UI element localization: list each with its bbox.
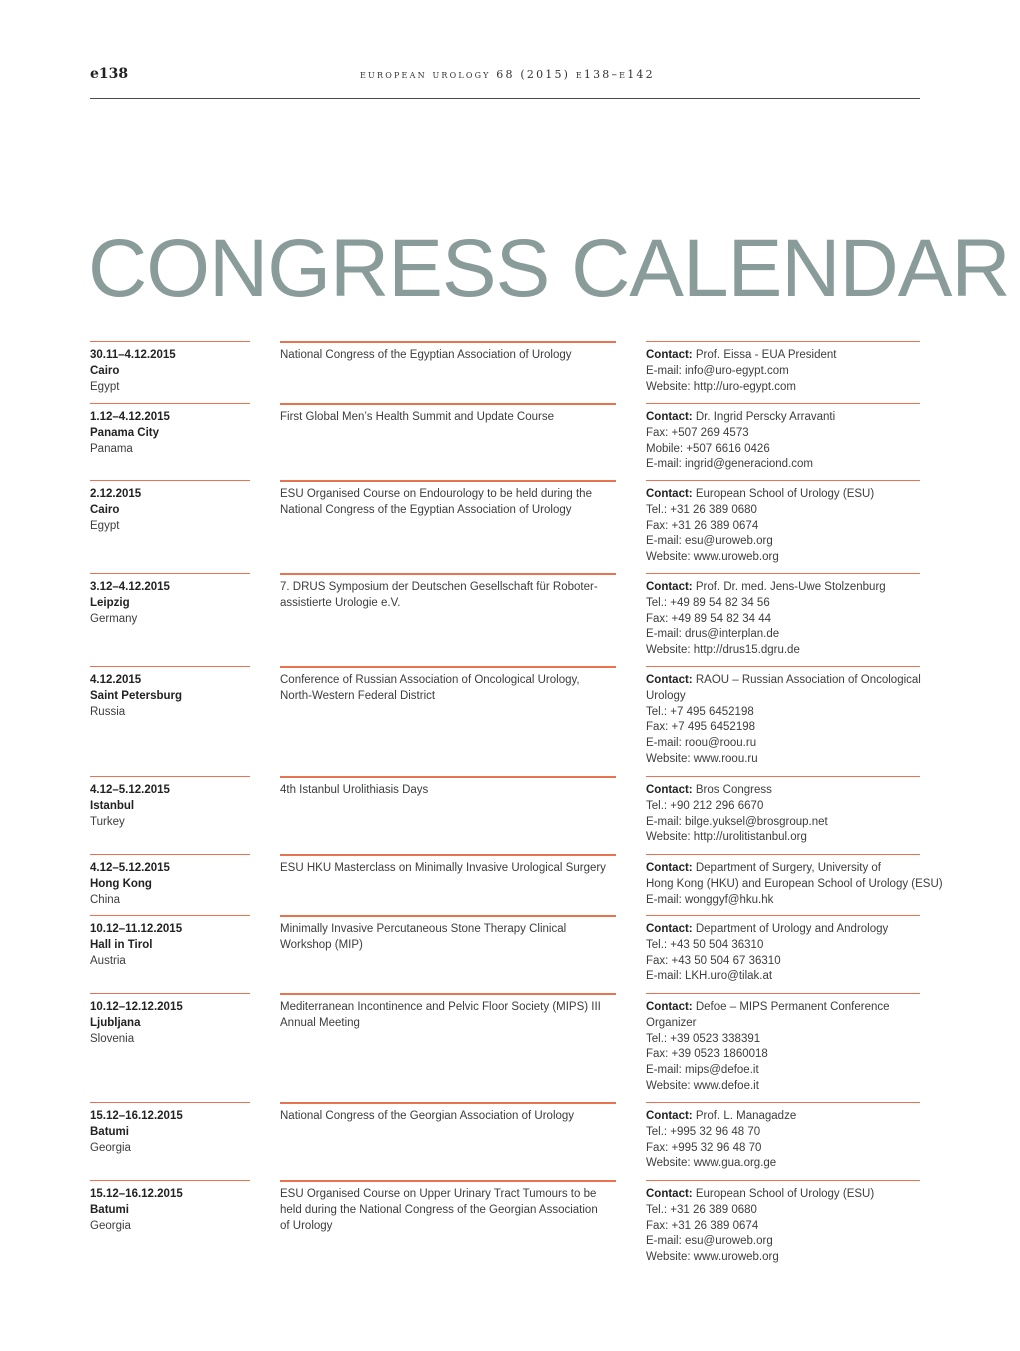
contact-name-line	[646, 861, 920, 877]
contact-detail: E-mail: info@uro-egypt.com	[646, 364, 789, 377]
event-city: Hall in Tirol	[90, 938, 153, 951]
event-title	[280, 1102, 616, 1125]
contact-name: Prof. Eissa - EUA President	[695, 349, 837, 361]
event-city: Ljubljana	[90, 1016, 141, 1029]
contact-name: Bros Congress	[695, 784, 772, 796]
event-country: Georgia	[90, 1141, 131, 1154]
contact-detail: E-mail: esu@uroweb.org	[646, 1235, 773, 1248]
event-title-line: National Congress of the Egyptian Association of Urology	[280, 503, 572, 516]
contact-detail: E-mail: roou@roou.ru	[646, 737, 757, 750]
event-country: Panama	[90, 442, 133, 455]
contact-label: Contact:	[646, 1110, 693, 1122]
event-title	[280, 403, 616, 426]
event-date-location	[90, 341, 250, 395]
contact-name: European School of Urology (ESU)	[695, 1188, 875, 1200]
contact-detail: Fax: +39 0523 1860018	[646, 1048, 768, 1061]
contact-detail: E-mail: wonggyf@hku.hk	[646, 893, 774, 906]
event-date-location	[90, 993, 250, 1047]
event-date: 15.12–16.12.2015	[90, 1188, 183, 1200]
journal-citation: european urology 68 (2015) e138–e142	[360, 68, 655, 81]
contact-detail: Fax: +995 32 96 48 70	[646, 1141, 762, 1154]
event-date-location	[90, 854, 250, 908]
event-date: 15.12–16.12.2015	[90, 1110, 183, 1122]
contact-name-line	[646, 580, 920, 596]
event-title	[280, 666, 616, 705]
event-city: Cairo	[90, 364, 120, 377]
event-title	[280, 854, 616, 877]
contact-name-line	[646, 1000, 920, 1016]
event-date-location	[90, 915, 250, 969]
event-country: China	[90, 893, 121, 906]
event-date: 30.11–4.12.2015	[90, 349, 176, 361]
event-date-location	[90, 1180, 250, 1234]
contact-name: Department of Surgery, University of	[695, 862, 881, 874]
event-contact	[646, 341, 920, 395]
contact-detail: Fax: +7 495 6452198	[646, 721, 756, 734]
event-contact	[646, 1102, 920, 1172]
contact-detail: E-mail: LKH.uro@tilak.at	[646, 970, 773, 983]
event-date: 2.12.2015	[90, 488, 142, 500]
contact-detail: Tel.: +43 50 504 36310	[646, 938, 764, 951]
contact-label: Contact:	[646, 581, 693, 593]
event-title-line: ESU HKU Masterclass on Minimally Invasive Urological Surgery	[280, 862, 606, 874]
event-country: Georgia	[90, 1219, 131, 1232]
contact-detail: E-mail: bilge.yuksel@brosgroup.net	[646, 815, 828, 828]
event-country: Egypt	[90, 380, 120, 393]
contact-name-line	[646, 922, 920, 938]
event-date: 3.12–4.12.2015	[90, 581, 170, 593]
event-country: Russia	[90, 705, 126, 718]
contact-detail: Website: www.uroweb.org	[646, 551, 779, 564]
event-country: Germany	[90, 612, 138, 625]
event-date: 10.12–12.12.2015	[90, 1001, 183, 1013]
contact-detail: Tel.: +90 212 296 6670	[646, 799, 764, 812]
contact-detail: Tel.: +995 32 96 48 70	[646, 1125, 761, 1138]
page-title: CONGRESS CALENDAR	[88, 223, 1010, 314]
contact-label: Contact:	[646, 488, 693, 500]
event-date: 4.12.2015	[90, 674, 142, 686]
event-contact	[646, 666, 920, 768]
contact-detail: Urology	[646, 689, 686, 702]
contact-name-line	[646, 1187, 920, 1203]
event-date: 4.12–5.12.2015	[90, 784, 170, 796]
contact-detail: Tel.: +31 26 389 0680	[646, 1203, 757, 1216]
event-city: Istanbul	[90, 799, 135, 812]
event-title-line: North-Western Federal District	[280, 689, 436, 702]
contact-name: RAOU – Russian Association of Oncological	[695, 674, 921, 686]
contact-detail: Fax: +507 269 4573	[646, 426, 749, 439]
event-title-line: Annual Meeting	[280, 1016, 360, 1029]
event-contact	[646, 915, 920, 985]
event-contact	[646, 1180, 920, 1266]
contact-name: European School of Urology (ESU)	[695, 488, 875, 500]
contact-name-line	[646, 1109, 920, 1125]
contact-name-line	[646, 673, 920, 689]
event-date: 10.12–11.12.2015	[90, 923, 183, 935]
event-date-location	[90, 776, 250, 830]
event-contact	[646, 480, 920, 566]
contact-detail: Fax: +49 89 54 82 34 44	[646, 612, 772, 625]
contact-name-line	[646, 783, 920, 799]
event-title-line: ESU Organised Course on Endourology to be held during the	[280, 488, 592, 500]
contact-detail: Website: http://uro-egypt.com	[646, 380, 796, 393]
event-title	[280, 915, 616, 954]
contact-label: Contact:	[646, 784, 693, 796]
event-title-line: National Congress of the Egyptian Association of Urology	[280, 349, 572, 361]
contact-name: Prof. L. Managadze	[695, 1110, 797, 1122]
contact-label: Contact:	[646, 674, 693, 686]
event-contact	[646, 854, 943, 908]
event-date-location	[90, 573, 250, 627]
event-contact	[646, 573, 920, 659]
contact-name: Dr. Ingrid Perscky Arravanti	[695, 411, 836, 423]
contact-detail: Tel.: +39 0523 338391	[646, 1032, 761, 1045]
contact-detail: Fax: +31 26 389 0674	[646, 1219, 759, 1232]
event-city: Cairo	[90, 503, 120, 516]
event-date: 4.12–5.12.2015	[90, 862, 170, 874]
event-city: Leipzig	[90, 596, 130, 609]
event-title	[280, 341, 616, 364]
contact-detail: E-mail: ingrid@generaciond.com	[646, 458, 813, 471]
event-title	[280, 776, 616, 799]
event-title-line: ESU Organised Course on Upper Urinary Tract Tumours to be	[280, 1188, 597, 1200]
contact-name: Department of Urology and Andrology	[695, 923, 889, 935]
contact-detail: Organizer	[646, 1016, 697, 1029]
event-city: Batumi	[90, 1203, 129, 1216]
event-country: Egypt	[90, 519, 120, 532]
contact-detail: Fax: +43 50 504 67 36310	[646, 954, 781, 967]
contact-detail: E-mail: esu@uroweb.org	[646, 535, 773, 548]
event-country: Slovenia	[90, 1032, 135, 1045]
contact-detail: Fax: +31 26 389 0674	[646, 519, 759, 532]
contact-label: Contact:	[646, 1001, 693, 1013]
contact-detail: Tel.: +31 26 389 0680	[646, 503, 757, 516]
contact-name: Defoe – MIPS Permanent Conference	[695, 1001, 890, 1013]
event-title-line: 7. DRUS Symposium der Deutschen Gesellschaft für Roboter-	[280, 581, 598, 593]
event-title-line: First Global Men’s Health Summit and Update Course	[280, 411, 554, 423]
contact-label: Contact:	[646, 1188, 693, 1200]
contact-label: Contact:	[646, 862, 693, 874]
event-title-line: Conference of Russian Association of Oncological Urology,	[280, 674, 580, 686]
event-title	[280, 1180, 616, 1234]
event-date: 1.12–4.12.2015	[90, 411, 170, 423]
contact-detail: Tel.: +49 89 54 82 34 56	[646, 596, 770, 609]
contact-detail: Website: www.uroweb.org	[646, 1251, 779, 1264]
event-city: Batumi	[90, 1125, 129, 1138]
event-contact	[646, 993, 920, 1095]
event-city: Hong Kong	[90, 877, 152, 890]
contact-name-line	[646, 410, 920, 426]
event-date-location	[90, 666, 250, 720]
contact-detail: Website: http://drus15.dgru.de	[646, 644, 800, 657]
event-title-line: Minimally Invasive Percutaneous Stone Therapy Clinical	[280, 923, 567, 935]
contact-label: Contact:	[646, 349, 693, 361]
contact-detail: Mobile: +507 6616 0426	[646, 442, 770, 455]
event-title	[280, 480, 616, 519]
event-title	[280, 993, 616, 1032]
contact-detail: Website: www.roou.ru	[646, 752, 758, 765]
contact-detail: Hong Kong (HKU) and European School of Urology (ESU)	[646, 877, 943, 890]
event-title-line: Mediterranean Incontinence and Pelvic Floor Society (MIPS) III	[280, 1001, 601, 1013]
event-date-location	[90, 1102, 250, 1156]
contact-detail: Website: www.defoe.it	[646, 1079, 759, 1092]
contact-label: Contact:	[646, 411, 693, 423]
event-title-line: of Urology	[280, 1219, 333, 1232]
event-contact	[646, 403, 920, 473]
event-title-line: Workshop (MIP)	[280, 938, 363, 951]
event-city: Panama City	[90, 426, 160, 439]
event-title	[280, 573, 616, 612]
event-city: Saint Petersburg	[90, 689, 183, 702]
running-header	[90, 64, 920, 99]
event-date-location	[90, 403, 250, 457]
event-title-line: assistierte Urologie e.V.	[280, 596, 401, 609]
event-title-line: National Congress of the Georgian Association of Urology	[280, 1110, 575, 1122]
contact-detail: Tel.: +7 495 6452198	[646, 705, 754, 718]
event-country: Turkey	[90, 815, 125, 828]
contact-detail: Website: http://urolitistanbul.org	[646, 831, 807, 844]
event-contact	[646, 776, 920, 846]
contact-name: Prof. Dr. med. Jens-Uwe Stolzenburg	[695, 581, 886, 593]
contact-detail: E-mail: mips@defoe.it	[646, 1064, 759, 1077]
contact-detail: E-mail: drus@interplan.de	[646, 628, 780, 641]
event-country: Austria	[90, 954, 126, 967]
contact-label: Contact:	[646, 923, 693, 935]
event-title-line: held during the National Congress of the Georgian Association	[280, 1203, 598, 1216]
contact-detail: Website: www.gua.org.ge	[646, 1157, 777, 1170]
event-title-line: 4th Istanbul Urolithiasis Days	[280, 784, 429, 796]
page-number: e138	[90, 66, 129, 82]
event-date-location	[90, 480, 250, 534]
contact-name-line	[646, 348, 920, 364]
contact-name-line	[646, 487, 920, 503]
